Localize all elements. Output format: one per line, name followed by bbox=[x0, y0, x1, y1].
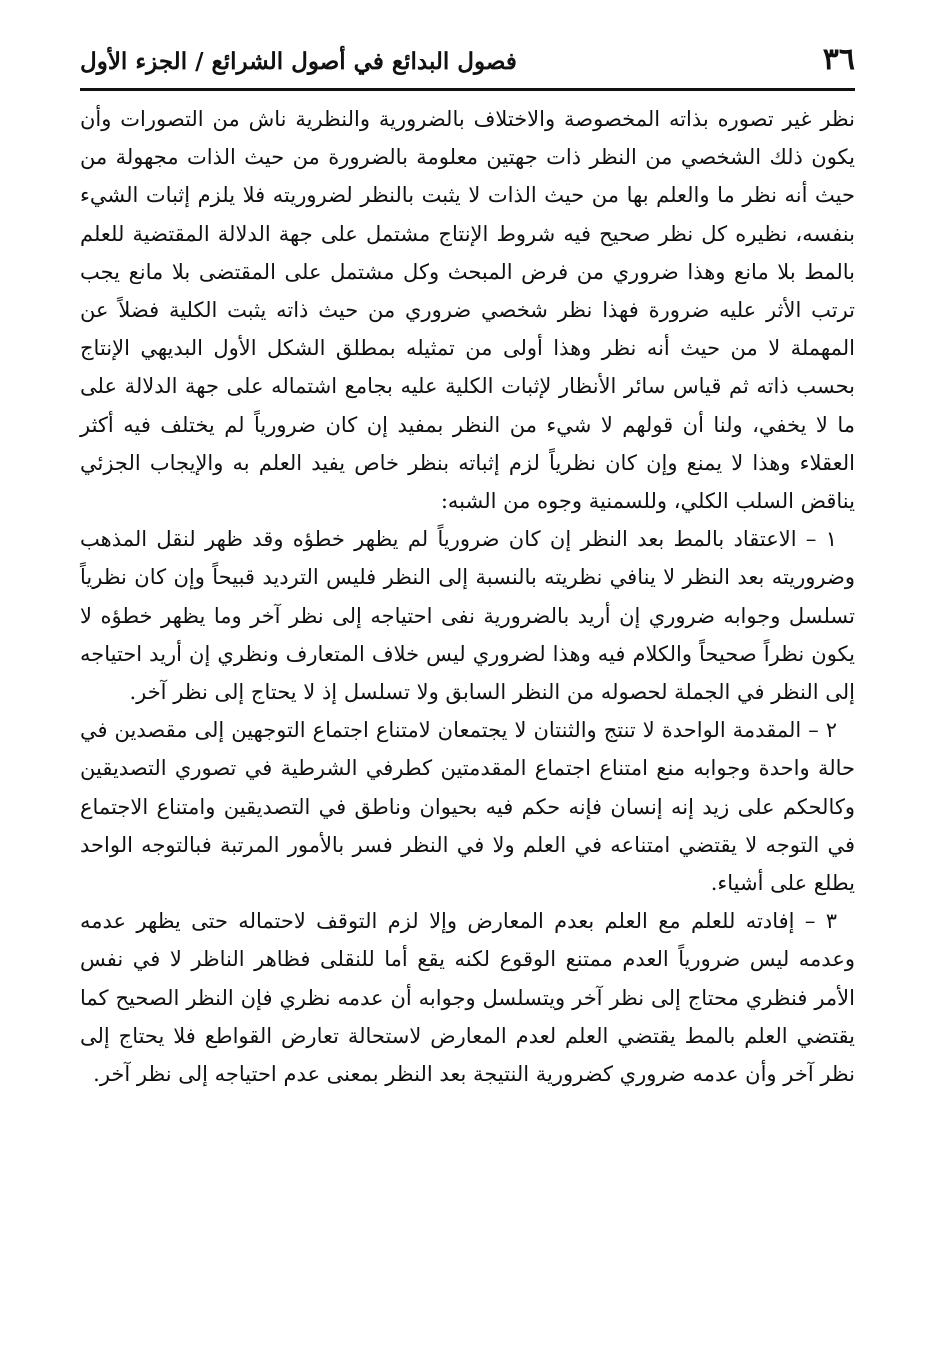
header-divider bbox=[80, 88, 855, 91]
page-number: ٣٦ bbox=[822, 42, 855, 77]
paragraph-point-2: ٢ – المقدمة الواحدة لا تنتج والثنتان لا يجتمعان لامتناع اجتماع التوجهين إلى مقصدين في حالة واحدة وجوابه منع امتناع اجتماع المقدمتين كطرفي الشرطية في تصوري التصديقين وكالحكم على زيد إنه إنسان فإنه حكم فيه بحيوان وناطق في التصديقين وامتناع الاجتماع في التوجه لا يقتضي امتناعه في العلم ولا في النظر فسر بالأمور المرتبة فبالتوجه الواحد يطلع على أشياء. bbox=[80, 718, 855, 896]
paragraph-intro: نظر غير تصوره بذاته المخصوصة والاختلاف بالضرورية والنظرية ناش من التصورات وأن يكون ذلك الشخصي من النظر ذات جهتين معلومة بالضرورة من حيث الذات مجهولة من حيث أنه نظر ما والعلم بها من حيث الذات لا يثبت بالنظر لضروريته فلا يلزم إثبات الشيء بنفسه، نظيره كل نظر صحيح فيه شروط الإنتاج مشتمل على جهة الدلالة المقتضية للعلم بالمط بلا مانع وهذا ضروري من فرض المبحث وكل مشتمل على المقتضى بلا مانع يجب ترتب الأثر عليه ضرورة فهذا نظر شخصي ضروري من حيث ذاته يثبت الكلية فضلاً عن المهملة لا من حيث أنه نظر وهذا أولى من تمثيله بمطلق الشكل الأول البديهي الإنتاج بحسب ذاته ثم قياس سائر الأنظار لإثبات الكلية عليه بجامع اشتماله على جهة الدلالة على ما لا يخفي، ولنا أن قولهم لا شيء من النظر بمفيد إن كان ضرورياً لم يختلف فيه أكثر العقلاء وهذا لا يمنع وإن كان نظرياً لزم إثباته بنظر خاص يفيد العلم به والإيجاب الجزئي يناقض السلب الكلي، وللسمنية وجوه من الشبه: bbox=[80, 107, 855, 514]
paragraph-point-3: ٣ – إفادته للعلم مع العلم بعدم المعارض وإلا لزم التوقف لاحتماله حتى يظهر عدمه وعدمه ليس ضرورياً العدم ممتنع الوقوع لكنه يقع أما للنقلى فظاهر الناظر لا في نفس الأمر فنظري محتاج إلى نظر آخر ويتسلسل وجوابه أن عدمه نظري فإن النظر الصحيح كما يقتضي العلم بالمط يقتضي العلم لعدم المعارض لاستحالة تعارض القواطع فلا يحتاج إلى نظر آخر وأن عدمه ضروري كضرورية النتيجة بعد النظر بمعنى عدم احتياجه إلى نظر آخر. bbox=[80, 909, 855, 1087]
paragraph-point-1: ١ – الاعتقاد بالمط بعد النظر إن كان ضرورياً لم يظهر خطؤه وقد ظهر لنقل المذهب وضروريته بعد النظر لا ينافي نظريته بالنسبة إلى النظر فليس الترديد قبيحاً وإن كان نظرياً تسلسل وجوابه ضروري إن أريد بالضرورية نفى احتياجه إلى نظر آخر وما يظهر خطؤه لا يكون نظراً صحيحاً والكلام فيه وهذا لضروري ليس خلاف المتعارف ونظري إن أريد احتياجه إلى النظر في الجملة لحصوله من النظر السابق ولا تسلسل إذ لا يحتاج إلى نظر آخر. bbox=[80, 527, 855, 705]
page-header bbox=[80, 34, 855, 86]
running-title: فصول البدائع في أصول الشرائع / الجزء الأول bbox=[80, 48, 517, 75]
body-text bbox=[80, 100, 855, 1093]
